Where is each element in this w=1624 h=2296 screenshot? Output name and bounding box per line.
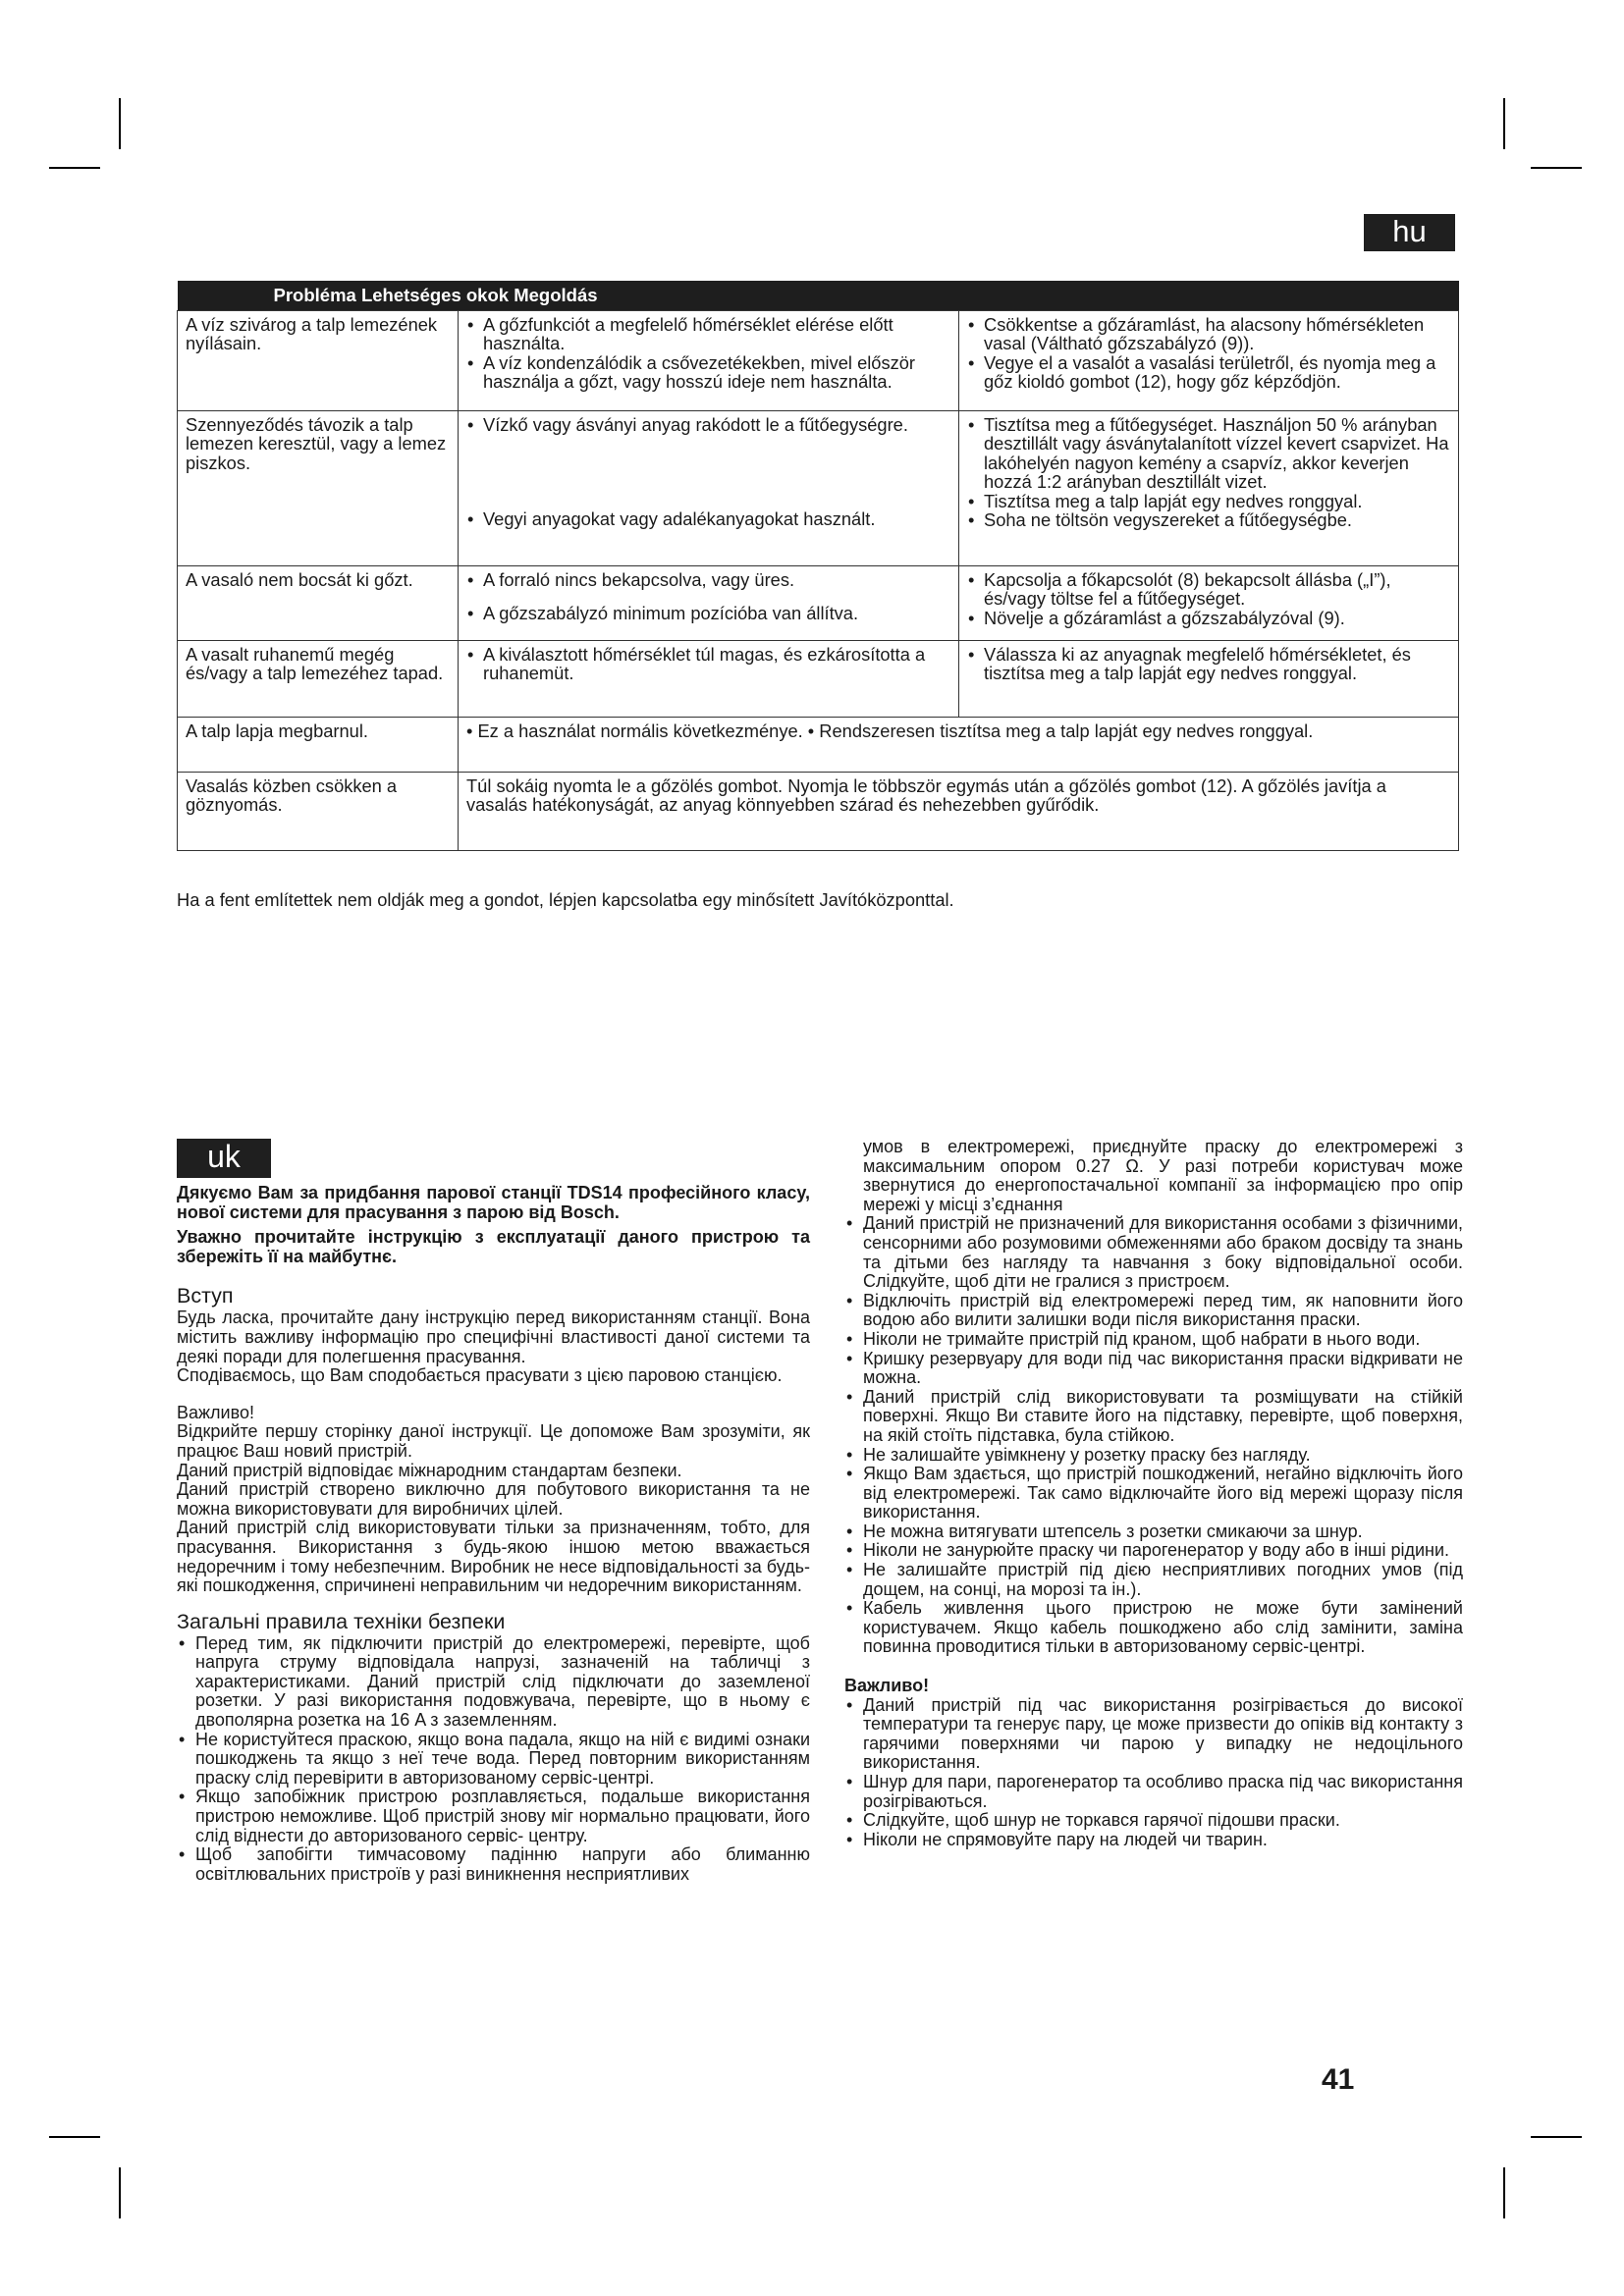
solutions-cell xyxy=(959,310,1459,410)
safety-item: • Відключіть пристрій від електромережі перед тим, як наповнити його водою або вилити залишки води після використання праски. xyxy=(844,1292,1463,1330)
cause-item: • A gőzfunkciót a megfelelő hőmérséklet elérése előtt használta. xyxy=(466,315,951,353)
table-row xyxy=(178,717,1459,772)
solution-item: • Növelje a gőzáramlást a gőzszabályzóval (9). xyxy=(967,609,1451,628)
problem-cell: A talp lapja megbarnul. xyxy=(178,717,459,772)
table-row xyxy=(178,310,1459,410)
causes-cell xyxy=(459,565,959,640)
important-item: • Шнур для пари, парогенератор та особливо праска під час використання розігріваються. xyxy=(844,1773,1463,1811)
safety-item: • Не залишайте пристрій під дією несприятливих погодних умов (під дощем, на сонці, на морозі та ін.). xyxy=(844,1561,1463,1599)
heading-safety: Загальні правила техніки безпеки xyxy=(177,1609,506,1633)
important-line: Даний пристрій створено виключно для побутового використання та не можна використовувати для виробничих цілей. xyxy=(177,1479,810,1519)
safety-item: • Якщо запобіжник пристрою розплавляється, подальше використання пристрою неможливе. Щоб пристрій знову міг нормально працювати, його слід віднести до авторизованого сервіс- центру. xyxy=(177,1788,810,1845)
solution-item: • Vegye el a vasalót a vasalási területről, és nyomja meg a gőz kioldó gombot (12), hogy gőz képződjön. xyxy=(967,353,1451,392)
table-header-row xyxy=(178,281,1459,310)
important-label: Важливо! xyxy=(844,1676,930,1696)
safety-item: • Даний пристрій не призначений для використання особами з фізичними, сенсорними або розумовими обмеженнями або браком досвіду та знань та дітьми без нагляду та навчання з боку відповідальної особи. Слідкуйте, щоб діти не гралися з пристроєм. xyxy=(844,1214,1463,1291)
crop-mark xyxy=(119,2167,121,2218)
crop-mark xyxy=(119,98,121,149)
important-line: Відкрийте першу сторінку даної інструкції. Це допоможе Вам зрозуміти, як працює Ваш новий пристрій. xyxy=(177,1421,810,1461)
cause-item: • A víz kondenzálódik a csővezetékekben, mivel először használja a gőzt, vagy hosszú ideje nem használta. xyxy=(466,353,951,392)
table-row xyxy=(178,640,1459,717)
uk-right-column xyxy=(844,1138,1463,1849)
table-row xyxy=(178,772,1459,850)
problem-cell: Szennyeződés távozik a talp lemezen keresztül, vagy a lemez piszkos. xyxy=(178,410,459,565)
language-tag-uk: uk xyxy=(177,1139,271,1178)
table-header: Probléma Lehetséges okok Megoldás xyxy=(178,281,1459,310)
intro-thanks: Дякуємо Вам за придбання парової станції TDS14 професійного класу, нової системи для прасування з парою від Bosch. xyxy=(177,1183,810,1222)
table-row xyxy=(178,410,1459,565)
troubleshooting-table xyxy=(177,281,1459,851)
crop-mark xyxy=(1503,98,1505,149)
safety-item: • Перед тим, як підключити пристрій до електромережі, перевірте, щоб напруга струму відповідала напрузі, зазначеній на табличці з характеристиками. Даний пристрій слід підключати до заземленої розетки. У разі використання подовжувача, перевірте, що в ньому є двополярна розетка на 16 A з заземленням. xyxy=(177,1634,810,1731)
problem-cell: A vasalt ruhanemű megég és/vagy a talp lemezéhez tapad. xyxy=(178,640,459,717)
intro-paragraph: Сподіваємось, що Вам сподобається прасувати з цією паровою станцією. xyxy=(177,1365,783,1386)
safety-item: • Ніколи не тримайте пристрій під краном, щоб набрати в нього води. xyxy=(844,1330,1463,1350)
safety-item: • Не користуйтеся праскою, якщо вона падала, якщо на ній є видимі ознаки пошкоджень та якщо з неї тече вода. Перед повторним використанням праску слід перевірити в авторизованому сервіс-центрі. xyxy=(177,1731,810,1789)
safety-item: • Не залишайте увімкнену у розетку праску без нагляду. xyxy=(844,1446,1463,1466)
safety-item: • Ніколи не занурюйте праску чи парогенератор у воду або в інші рідини. xyxy=(844,1541,1463,1561)
heading-intro: Вступ xyxy=(177,1284,234,1308)
safety-continuation: умов в електромережі, приєднуйте праску до електромережі з максимальним опором 0.27 Ω. У разі потреби користувач може звернутися до енергопостачальної компанії за інформацією про опір мережі у місці з’єднання xyxy=(863,1137,1463,1214)
causes-cell xyxy=(459,410,959,565)
important-item: • Ніколи не спрямовуйте пару на людей чи тварин. xyxy=(844,1831,1463,1850)
solutions-cell xyxy=(959,565,1459,640)
causes-cell xyxy=(459,640,959,717)
cause-item: • A forraló nincs bekapcsolva, vagy üres. xyxy=(466,570,951,590)
important-line: Даний пристрій відповідає міжнародним стандартам безпеки. xyxy=(177,1460,682,1480)
table-row xyxy=(178,565,1459,640)
solution-item: • Tisztítsa meg a talp lapját egy nedves ronggyal. xyxy=(967,492,1451,511)
safety-item: • Даний пристрій слід використовувати та розміщувати на стійкій поверхні. Якщо Ви ставите його на підставку, перевірте, щоб поверхня, на якій стоїть підставка, була стійкою. xyxy=(844,1388,1463,1446)
solution-item: • Tisztítsa meg a fűtőegységet. Használjon 50 % arányban desztillált vagy ásványtalanított vízzel kevert csapvizet. Ha lakóhelyén nagyon kemény a csapvíz, akkor keverjen hozzá 1:2 arányban desztillált vizet. xyxy=(967,415,1451,492)
merged-cell: Túl sokáig nyomta le a gőzölés gombot. Nyomja le többször egymás után a gőzölés gombot (12). A gőzölés javítja a vasalás hatékonyságát, az anyag könnyebben szárad és nehezebben gyűrődik. xyxy=(459,772,1459,850)
crop-mark xyxy=(1503,2167,1505,2218)
safety-item: • Кабель живлення цього пристрою не може бути замінений користувачем. Якщо кабель пошкоджено або слід замінити, заміна повинна проводитися тільки в авторизованому сервіс-центрі. xyxy=(844,1599,1463,1657)
problem-cell: A víz szivárog a talp lemezének nyílásain. xyxy=(178,310,459,410)
cause-item: • A gőzszabályzó minimum pozícióba van állítva. xyxy=(466,604,951,623)
safety-item: • Якщо Вам здається, що пристрій пошкоджений, негайно відключіть його від електромережі. Так само відключайте його від мережі щоразу після використання. xyxy=(844,1465,1463,1522)
language-tag-hu: hu xyxy=(1364,214,1455,251)
solution-item: • Soha ne töltsön vegyszereket a fűtőegységbe. xyxy=(967,510,1451,530)
crop-mark xyxy=(49,167,100,169)
important-label: Важливо! xyxy=(177,1402,254,1422)
cause-item: • Vegyi anyagokat vagy adalékanyagokat használt. xyxy=(466,509,951,529)
intro-paragraph: Будь ласка, прочитайте дану інструкцію перед використанням станції. Вона містить важливу інформацію про специфічні властивості даної системи та деякі поради для полегшення прасування. xyxy=(177,1308,810,1366)
safety-item: • Щоб запобігти тимчасовому падінню напруги або блиманню освітлювальних пристроїв у разі виникнення несприятливих xyxy=(177,1845,810,1884)
uk-left-column xyxy=(177,1184,810,1884)
crop-mark xyxy=(49,2136,100,2138)
merged-cell: • Ez a használat normális következménye. • Rendszeresen tisztítsa meg a talp lapját egy nedves ronggyal. xyxy=(459,717,1459,772)
important-item: • Слідкуйте, щоб шнур не торкався гарячої підошви праски. xyxy=(844,1811,1463,1831)
important-line: Даний пристрій слід використовувати тільки за призначенням, тобто, для прасування. Використання з будь-якою іншою метою вважається недоречним і тому небезпечним. Виробник не несе відповідальності за будь-які пошкодження, спричинені неправильним чи недоречним використанням. xyxy=(177,1518,810,1596)
important-item: • Даний пристрій під час використання розігрівається до високої температури та генерує пару, це може призвести до опіків від контакту з гарячими поверхнями чи парою у випадку не недоцільного використання. xyxy=(844,1696,1463,1773)
causes-cell xyxy=(459,310,959,410)
solutions-cell xyxy=(959,410,1459,565)
safety-item: • Кришку резервуару для води під час використання праски відкривати не можна. xyxy=(844,1350,1463,1388)
crop-mark xyxy=(1531,2136,1582,2138)
solution-item: • Csökkentse a gőzáramlást, ha alacsony hőmérsékleten vasal (Váltható gőzszabályzó (9)). xyxy=(967,315,1451,353)
safety-item: • Не можна витягувати штепсель з розетки смикаючи за шнур. xyxy=(844,1522,1463,1542)
page-number: 41 xyxy=(1322,2063,1355,2096)
hu-footnote: Ha a fent említettek nem oldják meg a gondot, lépjen kapcsolatba egy minősített Javítóközponttal. xyxy=(177,889,954,910)
cause-item: • A kiválasztott hőmérséklet túl magas, és ezkárosította a ruhanemüt. xyxy=(466,645,951,683)
crop-mark xyxy=(1531,167,1582,169)
solutions-cell xyxy=(959,640,1459,717)
solution-item: • Válassza ki az anyagnak megfelelő hőmérsékletet, és tisztítsa meg a talp lapját egy nedves ronggyal. xyxy=(967,645,1451,683)
cause-item: • Vízkő vagy ásványi anyag rakódott le a fűtőegységre. xyxy=(466,415,951,435)
intro-read-manual: Уважно прочитайте інструкцію з експлуатації даного пристрою та збережіть її на майбутнє. xyxy=(177,1227,810,1266)
problem-cell: Vasalás közben csökken a göznyomás. xyxy=(178,772,459,850)
problem-cell: A vasaló nem bocsát ki gőzt. xyxy=(178,565,459,640)
solution-item: • Kapcsolja a főkapcsolót (8) bekapcsolt állásba („I”), és/vagy töltse fel a fűtőegységet. xyxy=(967,570,1451,609)
